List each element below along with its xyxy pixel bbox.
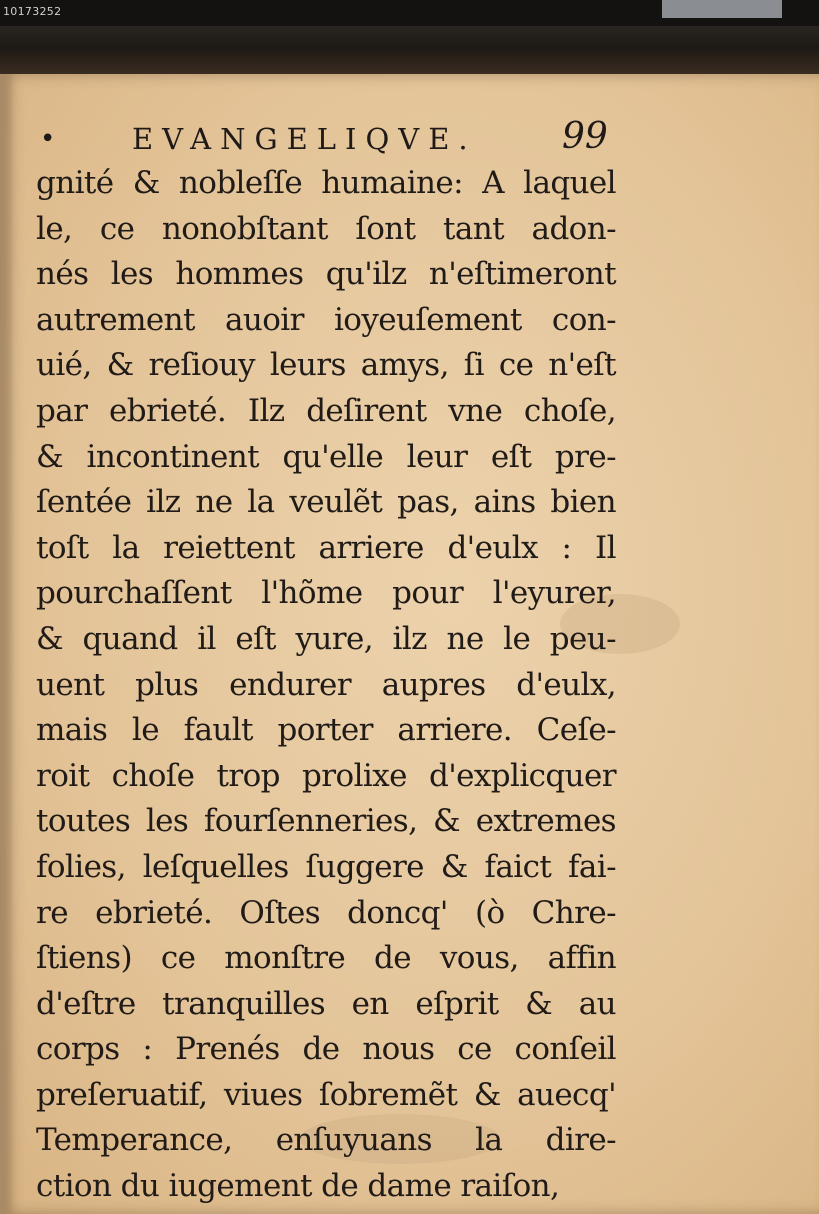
text-line: autrement auoir ioyeuſement con- <box>36 301 616 338</box>
text-line: nés les hommes qu'ilz n'eſtimeront <box>36 256 616 293</box>
text-line: d'eſtre tranquilles en eſprit & au <box>36 985 616 1022</box>
text-line: re ebrieté. Oſtes doncq' (ò Chre- <box>36 894 616 931</box>
text-line: preſeruatif, viues ſobremẽt & auecq' <box>36 1076 616 1113</box>
scan-top-strip <box>0 0 819 26</box>
text-line: folies, leſquelles ſuggere & faict fai- <box>36 848 616 885</box>
page-gutter-shadow <box>0 74 14 1214</box>
book-binding-edge <box>0 26 819 74</box>
text-line: ction du iugement de dame raiſon, <box>36 1168 560 1205</box>
text-line: Temperance, enſuyuans la dire- <box>36 1122 616 1159</box>
text-line: pourchaſſent l'hõme pour l'eyurer, <box>36 575 616 612</box>
running-title: EVANGELIQVE. <box>132 122 477 156</box>
text-line: toutes les fourſenneries, & extremes <box>36 803 616 840</box>
text-line: gnité & nobleſſe humaine: A laquel <box>36 165 616 201</box>
text-line: par ebrieté. Ilz deſirent vne choſe, <box>36 392 616 429</box>
text-line: roit choſe trop prolixe d'explicquer <box>36 757 616 794</box>
body-text <box>36 161 616 1210</box>
scan-id-label: 10173252 <box>3 5 62 18</box>
text-line: & quand il eſt yure, ilz ne le peu- <box>36 620 616 657</box>
text-line: mais le fault porter arriere. Ceſe- <box>36 712 616 749</box>
text-line: ſentée ilz ne la veulẽt pas, ains bien <box>36 484 616 521</box>
text-line: ſtiens) ce monſtre de vous, affin <box>36 940 616 977</box>
book-page <box>0 74 819 1214</box>
text-line: toſt la reiettent arriere d'eulx : Il <box>36 529 616 566</box>
text-line: corps : Prenés de nous ce conſeil <box>36 1031 616 1068</box>
text-line: & incontinent qu'elle leur eſt pre- <box>36 438 616 475</box>
page-number: 99 <box>562 116 608 157</box>
page-header <box>40 116 630 160</box>
text-line: uent plus endurer aupres d'eulx, <box>36 666 616 703</box>
scan-corner-mark <box>662 0 782 18</box>
text-line: uié, & reſiouy leurs amys, ſi ce n'eſt <box>36 347 616 384</box>
text-line: le, ce nonobſtant ſont tant adon- <box>36 210 616 247</box>
header-mark: • <box>40 124 56 154</box>
